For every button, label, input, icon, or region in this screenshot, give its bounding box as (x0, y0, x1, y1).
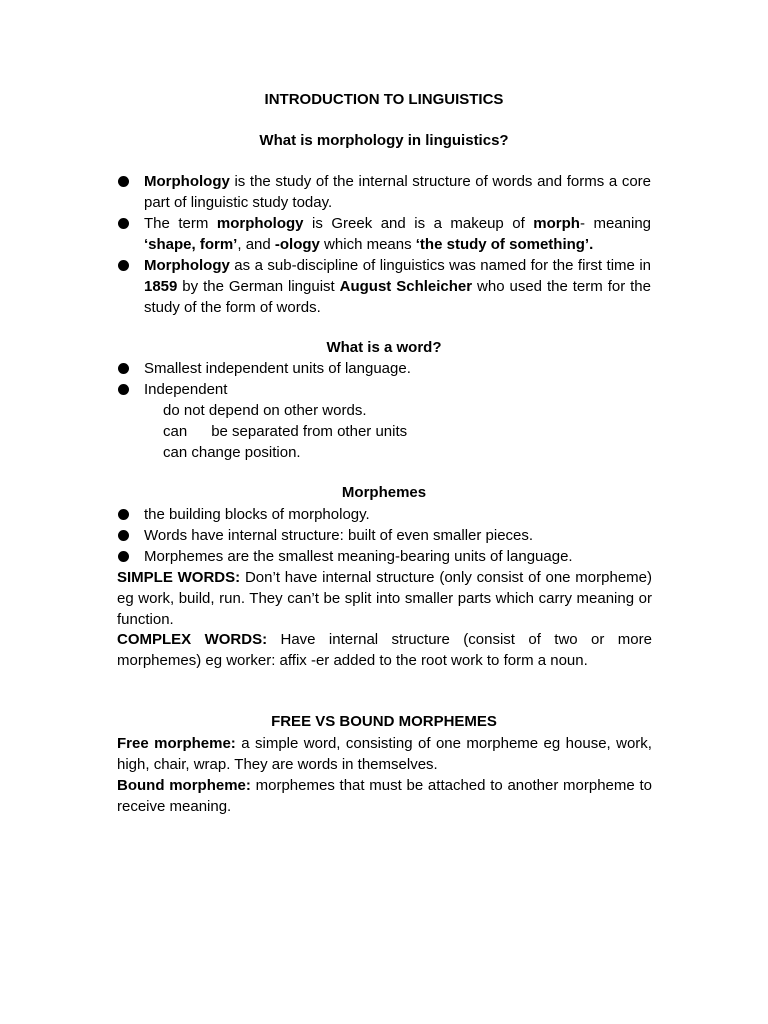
bold-term: . (589, 236, 594, 253)
document-title: INTRODUCTION TO LINGUISTICS (264, 91, 504, 108)
bullet-icon (118, 176, 129, 187)
list-item (118, 171, 651, 213)
item-text: can (163, 423, 188, 440)
indented-line: do not depend on other words. (163, 402, 367, 419)
list-item (118, 358, 651, 379)
section-heading-morphology: What is morphology in linguistics? (259, 132, 509, 149)
bullet-icon (118, 509, 129, 520)
item-text: Don’t have internal structure (only consist of one morpheme) eg work, build, run. They can’t be split into smaller parts which carry meaning or function. (117, 569, 653, 628)
item-text: Have internal structure (consist of two or more morphemes) eg worker: affix -er added to the root work to form a noun. (117, 631, 652, 669)
item-text: Smallest independent units of language. (144, 360, 411, 377)
bound-morpheme-paragraph (117, 775, 652, 817)
bullet-icon (118, 551, 129, 562)
list-item (118, 379, 651, 400)
list-item (118, 525, 651, 546)
complex-words-paragraph (117, 629, 652, 671)
bullet-icon (118, 363, 129, 374)
bold-term: August Schleicher (339, 278, 473, 295)
bold-term: ‘the study of something’ (415, 236, 590, 253)
item-text: , and (237, 236, 275, 253)
item-text: Words have internal structure: built of even smaller pieces. (144, 527, 534, 544)
bold-term: Free morpheme: (117, 735, 236, 752)
item-text: a simple word, consisting of one morpheme eg house, work, high, chair, wrap. They are words in themselves. (117, 735, 652, 773)
item-text: which means (319, 236, 416, 253)
simple-words-paragraph (117, 567, 652, 630)
list-item (118, 546, 651, 567)
item-text: the building blocks of morphology. (144, 506, 370, 523)
bold-term: morphology (216, 215, 304, 232)
list-item (118, 504, 651, 525)
section-heading-morphemes: Morphemes (341, 484, 427, 501)
item-text: be separated from other units (211, 423, 408, 440)
item-text: is the study of the internal structure of words and forms a core part of linguistic study today. (144, 173, 651, 211)
free-morpheme-paragraph (117, 733, 652, 775)
item-text: morphemes that must be attached to another morpheme to receive meaning. (117, 777, 652, 815)
bold-term: morph (533, 215, 580, 232)
section-heading-word: What is a word? (326, 339, 442, 356)
list-item (118, 255, 651, 318)
item-text: Independent (144, 381, 228, 398)
item-text: by the German linguist (177, 278, 340, 295)
bold-term: SIMPLE WORDS: (117, 569, 241, 586)
bold-term: ‘shape, form’ (144, 236, 238, 253)
bold-term: Morphology (144, 173, 230, 190)
indented-line: can change position. (163, 444, 301, 461)
item-text: who used the term for the study of the form of words. (144, 278, 651, 316)
item-text: is Greek and is a makeup of (303, 215, 534, 232)
item-text: Morphemes are the smallest meaning-bearing units of language. (144, 548, 573, 565)
list-item (118, 213, 651, 255)
bold-term: 1859 (144, 278, 178, 295)
item-text: - meaning (579, 215, 652, 232)
bullet-icon (118, 530, 129, 541)
bold-term: Bound morpheme: (117, 777, 251, 794)
bold-term: -ology (274, 236, 320, 253)
bold-term: COMPLEX WORDS: (117, 631, 268, 648)
bold-term: Morphology (144, 257, 230, 274)
item-text: The term (144, 215, 217, 232)
bullet-icon (118, 260, 129, 271)
section-heading-free-bound: FREE VS BOUND MORPHEMES (271, 713, 497, 730)
bullet-icon (118, 218, 129, 229)
indented-line (163, 421, 407, 442)
item-text: as a sub-discipline of linguistics was named for the first time in (229, 257, 651, 274)
bullet-icon (118, 384, 129, 395)
